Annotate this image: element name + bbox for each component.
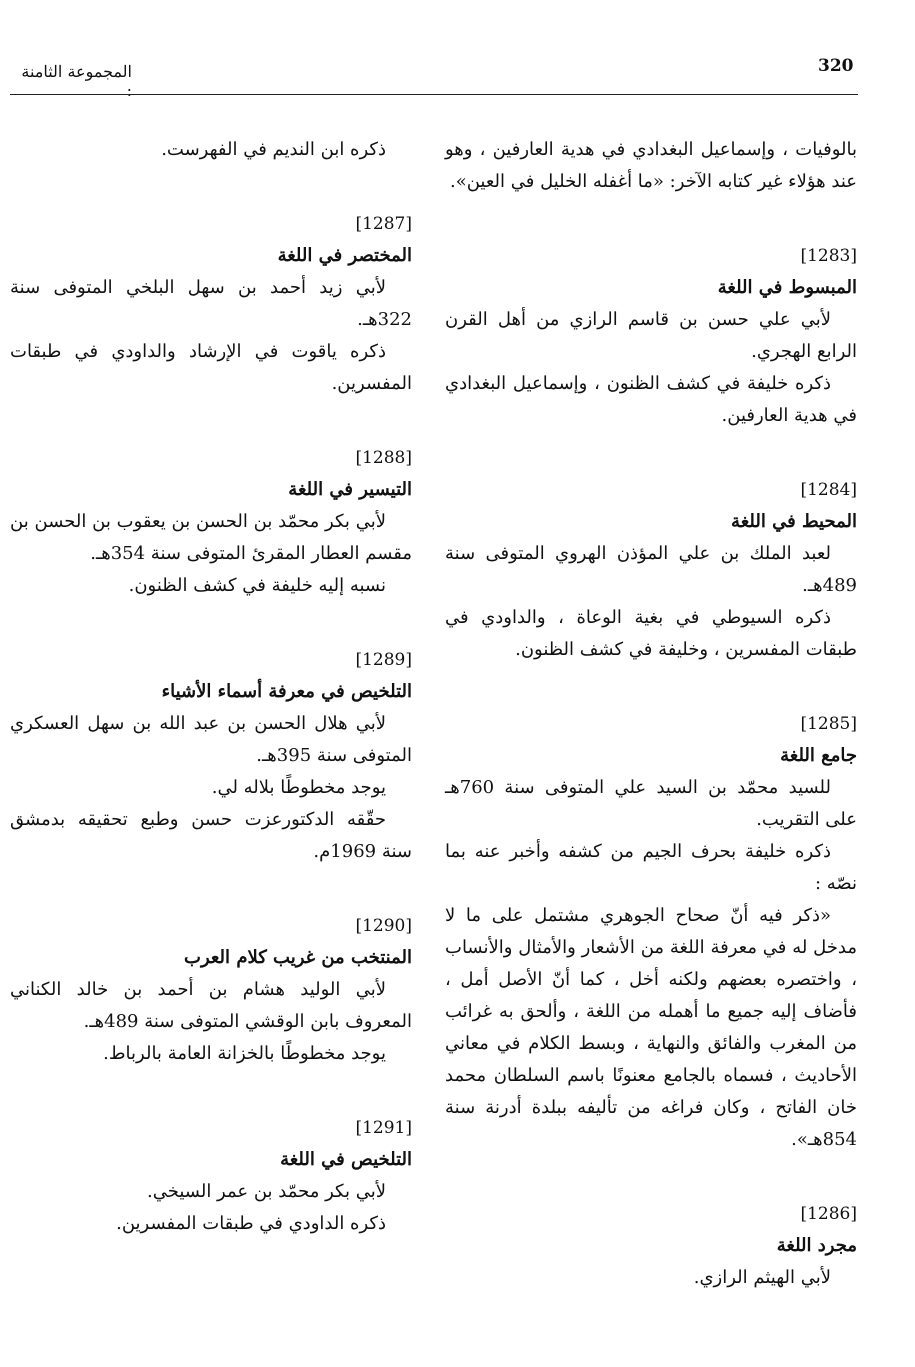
left-column [10,134,412,1240]
entry-title: المختصر في اللغة [277,245,412,266]
entry-paragraph: لأبي علي حسن بن قاسم الرازي من أهل القرن الرابع الهجري. [445,309,857,362]
entry-title: التلخيص في معرفة أسماء الأشياء [161,681,412,702]
entry-paragraph: لأبي الوليد هشام بن أحمد بن خالد الكناني المعروف بابن الوقشي المتوفى سنة 489هـ. [10,979,412,1032]
entry-title: جامع اللغة [780,745,857,766]
entry-paragraph: يوجد مخطوطًا بلاله لي. [211,777,386,798]
entry-number: [1288] [355,448,412,468]
entry-title: المبسوط في اللغة [717,277,857,298]
entry-paragraph: ذكره ياقوت في الإرشاد والداودي في طبقات المفسرين. [10,341,412,394]
entry-paragraph: حقّقه الدكتورعزت حسن وطبع تحقيقه بدمشق سنة 1969م. [10,809,412,862]
entry-paragraph: نسبه إليه خليفة في كشف الظنون. [128,575,386,596]
entry-1287 [10,208,412,400]
entry-title: مجرد اللغة [776,1235,857,1256]
entry-number: [1283] [800,246,857,266]
entry-paragraph: لأبي بكر محمّد بن الحسن بن يعقوب بن الحسن بن مقسم العطار المقرئ المتوفى سنة 354هـ. [10,511,412,564]
entry-title: التلخيص في اللغة [280,1149,412,1170]
continuation-text: ذكره ابن النديم في الفهرست. [161,139,386,160]
entry-paragraph: يوجد مخطوطًا بالخزانة العامة بالرباط. [103,1043,386,1064]
entry-paragraph: لأبي بكر محمّد بن عمر السيخي. [147,1181,386,1202]
entry-number: [1290] [355,916,412,936]
entry-1288 [10,442,412,602]
entry-title: التيسير في اللغة [288,479,412,500]
entry-paragraph: ذكره خليفة في كشف الظنون ، وإسماعيل البغدادي في هدية العارفين. [445,373,857,426]
running-header-title: المجموعة الثامنة : [21,62,132,100]
entry-paragraph: ذكره الداودي في طبقات المفسرين. [116,1213,386,1234]
entry-number: [1286] [800,1204,857,1224]
entry-number: [1287] [355,214,412,234]
entry-number: [1289] [355,650,412,670]
entry-title: المنتخب من غريب كلام العرب [184,947,412,968]
entry-1284 [445,474,857,666]
entry-number: [1285] [800,714,857,734]
entry-paragraph: ذكره السيوطي في بغية الوعاة ، والداودي في طبقات المفسرين ، وخليفة في كشف الظنون. [445,607,857,660]
entry-1286 [445,1198,857,1294]
entry-paragraph: لعبد الملك بن علي المؤذن الهروي المتوفى سنة 489هـ. [445,543,857,596]
entry-title: المحيط في اللغة [731,511,857,532]
entry-1290 [10,910,412,1070]
entry-1289 [10,644,412,868]
entry-paragraph: للسيد محمّد بن السيد علي المتوفى سنة 760هـ على التقريب. [445,777,857,830]
header-rule [10,94,858,95]
entry-1283 [445,240,857,432]
right-column [445,134,857,1294]
entry-1291 [10,1112,412,1240]
entry-paragraph: لأبي هلال الحسن بن عبد الله بن سهل العسكري المتوفى سنة 395هـ. [10,713,412,766]
continuation-text: بالوفيات ، وإسماعيل البغدادي في هدية العارفين ، وهو عند هؤلاء غير كتابه الآخر: «ما أغفله الخليل في العين». [445,139,857,192]
entry-1285 [445,708,857,1156]
entry-number: [1291] [355,1118,412,1138]
entry-paragraph: ذكره خليفة بحرف الجيم من كشفه وأخبر عنه بما نصّه : [445,841,857,894]
entry-paragraph: لأبي الهيثم الرازي. [693,1267,831,1288]
page-number: 320 [818,56,854,76]
entry-number: [1284] [800,480,857,500]
entry-quote: «ذكر فيه أنّ صحاح الجوهري مشتمل على ما لا مدخل له في معرفة اللغة من الأشعار والأمثال والأنساب ، واختصره بعضهم ولكنه أخل ، كما أنّ الأصل أمل ، فأضاف إليه جميع ما أهمله من اللغة ، وألحق به غرائب من المغرب والفائق والنهاية ، وبسط الكلام في معاني الأحاديث ، فسماه بالجامع معنونًا باسم السلطان محمد خان الفاتح ، وكان فراغه من تأليفه ببلدة أدرنة سنة 854هـ». [445,905,857,1150]
entry-paragraph: لأبي زيد أحمد بن سهل البلخي المتوفى سنة 322هـ. [10,277,412,330]
